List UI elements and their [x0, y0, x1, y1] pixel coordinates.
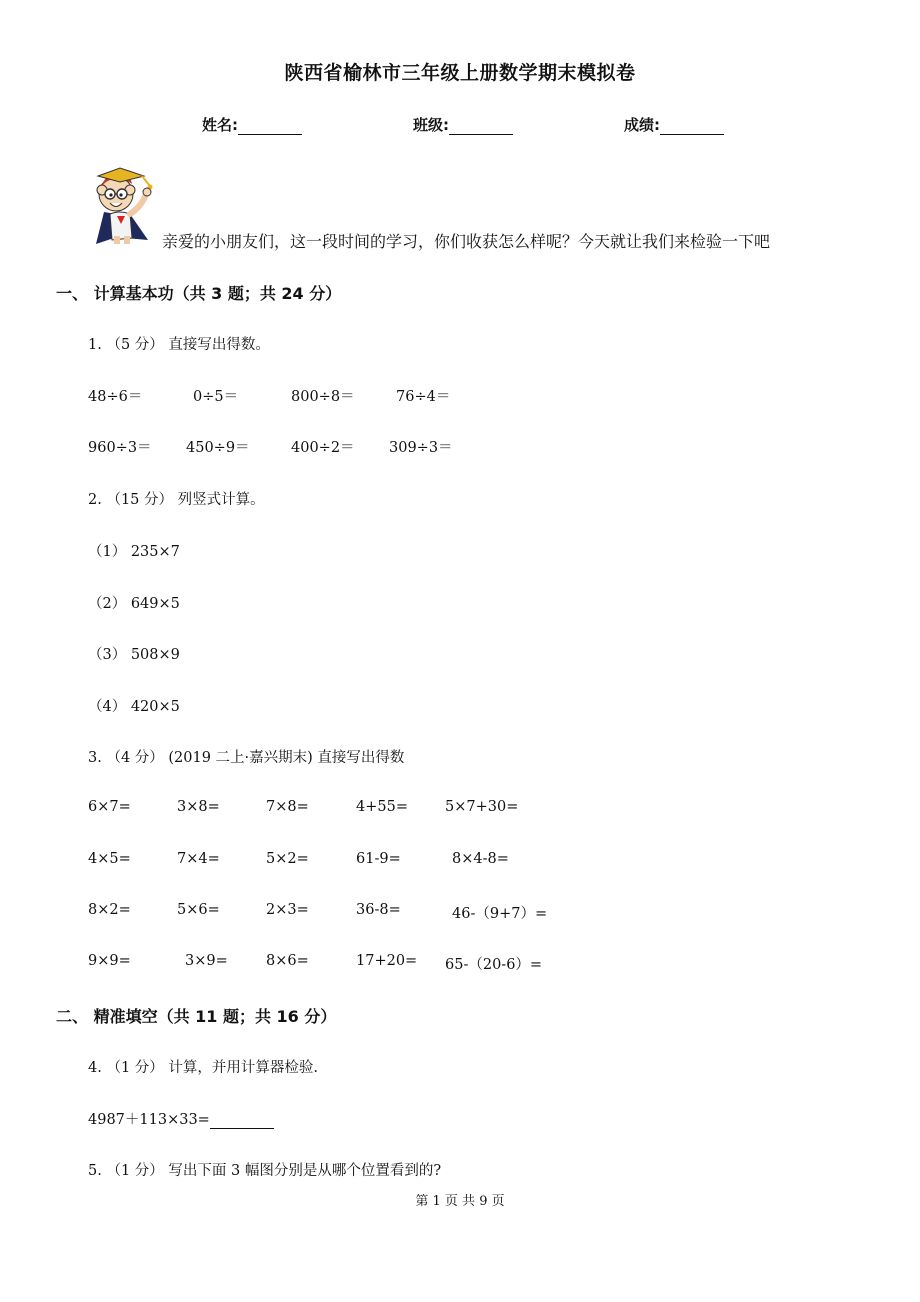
question-2-header: 2. （15 分） 列竖式计算。: [88, 492, 265, 508]
calc-item: 5×6=: [177, 902, 220, 918]
calc-item: 4×5=: [88, 851, 131, 867]
class-field: [413, 114, 513, 135]
calc-item: 450÷9＝: [186, 440, 250, 456]
score-label: 成绩:: [624, 116, 660, 134]
question-2-item-4: （4） 420×5: [88, 699, 180, 715]
calc-item: 17+20=: [356, 953, 418, 969]
question-2-item-3: （3） 508×9: [88, 647, 180, 663]
calc-item: 3×9=: [185, 953, 228, 969]
calc-item: 9×9=: [88, 953, 131, 969]
name-blank: [238, 118, 302, 135]
question-2-item-1: （1） 235×7: [88, 544, 180, 560]
calc-item: 8×6=: [266, 953, 309, 969]
question-2-item-2: （2） 649×5: [88, 596, 180, 612]
calc-item: 48÷6＝: [88, 389, 143, 405]
calc-item: 7×8=: [266, 799, 309, 815]
calc-item: 0÷5＝: [193, 389, 239, 405]
calc-item: 76÷4＝: [396, 389, 451, 405]
page-footer: 第 1 页 共 9 页: [415, 1194, 505, 1209]
calc-item: 2×3=: [266, 902, 309, 918]
question-4-expr-text: 4987＋113×33=: [88, 1112, 210, 1128]
calc-item: 309÷3＝: [389, 440, 453, 456]
calc-item: 5×2=: [266, 851, 309, 867]
calc-item: 960÷3＝: [88, 440, 152, 456]
calc-item: 4+55=: [356, 799, 408, 815]
calc-item: 65-（20-6）=: [445, 957, 543, 973]
calc-item: 6×7=: [88, 799, 131, 815]
calc-item: 36-8=: [356, 902, 401, 918]
cartoon-doctor-mascot-icon: [90, 166, 168, 248]
name-label: 姓名:: [202, 116, 238, 134]
score-blank: [660, 118, 724, 135]
intro-text: 亲爱的小朋友们，这一段时间的学习，你们收获怎么样呢？今天就让我们来检验一下吧: [162, 232, 771, 251]
section-heading-1: 一、 计算基本功（共 3 题；共 24 分）: [56, 284, 342, 303]
question-5-header: 5. （1 分） 写出下面 3 幅图分别是从哪个位置看到的?: [88, 1163, 442, 1179]
calc-item: 3×8=: [177, 799, 220, 815]
calc-item: 400÷2＝: [291, 440, 355, 456]
class-blank: [449, 118, 513, 135]
calc-item: 5×7+30=: [445, 799, 519, 815]
answer-blank[interactable]: [210, 1112, 274, 1129]
calc-item: 8×2=: [88, 902, 131, 918]
score-field: [624, 114, 724, 135]
calc-item: 7×4=: [177, 851, 220, 867]
class-label: 班级:: [413, 116, 449, 134]
section-heading-2: 二、 精准填空（共 11 题；共 16 分）: [56, 1007, 337, 1026]
name-field: [202, 114, 302, 135]
question-1-header: 1. （5 分） 直接写出得数。: [88, 337, 270, 353]
question-3-header: 3. （4 分） (2019 二上·嘉兴期末) 直接写出得数: [88, 750, 405, 766]
calc-item: 800÷8＝: [291, 389, 355, 405]
question-4-expression: [88, 1108, 274, 1129]
page-title: 陕西省榆林市三年级上册数学期末模拟卷: [284, 62, 636, 84]
calc-item: 61-9=: [356, 851, 401, 867]
calc-item: 46-（9+7）=: [452, 906, 548, 922]
calc-item: 8×4-8=: [452, 851, 509, 867]
question-4-header: 4. （1 分） 计算，并用计算器检验.: [88, 1060, 318, 1076]
